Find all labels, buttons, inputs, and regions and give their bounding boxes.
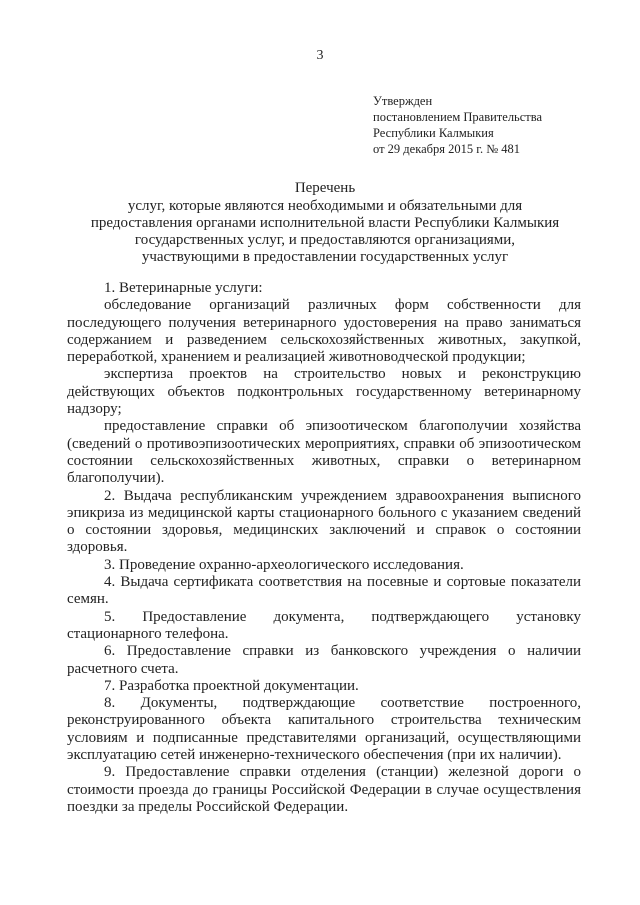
document-title — [90, 180, 560, 266]
paragraph-6: 6. Предоставление справки из банковского учреждения о наличии расчетного счета. — [67, 643, 581, 677]
paragraph-9: 9. Предоставление справки отделения (станции) железной дороги о стоимости проезда до границы Российской Федерации в случае осуществления поездки за пределы Российской Федерации. — [67, 764, 581, 815]
paragraph-1: 1. Ветеринарные услуги: — [104, 280, 263, 296]
paragraph-1c: предоставление справки об эпизоотическом благополучии хозяйства (сведений о противоэпизоотических мероприятиях, справки об эпизоотическом состоянии сельскохозяйственных животных, справки о ветеринарном благополучии). — [67, 418, 581, 487]
approval-line-4: от 29 декабря 2015 г. № 481 — [373, 142, 521, 156]
title-heading: Перечень — [294, 180, 356, 196]
approval-line-1: Утвержден — [373, 94, 433, 108]
paragraph-8: 8. Документы, подтверждающие соответствие построенного, реконструированного объекта капитального строительства техническим условиям и подписанные представителями организаций, осуществляющими эксплуатацию сетей инженерно-технического обеспечения (при их наличии). — [67, 695, 581, 764]
approval-line-2: постановлением Правительства — [373, 110, 543, 124]
page-number: 3 — [316, 48, 324, 63]
approval-line-3: Республики Калмыкия — [373, 126, 494, 140]
paragraph-5: 5. Предоставление документа, подтверждающего установку стационарного телефона. — [67, 608, 581, 642]
document-body — [67, 280, 581, 816]
paragraph-1b: экспертиза проектов на строительство новых и реконструкцию действующих объектов подконтрольных государственному ветеринарному надзору; — [67, 366, 581, 418]
paragraph-2: 2. Выдача республиканским учреждением здравоохранения выписного эпикриза из медицинской карты стационарного больного с указанием сведений о состоянии здоровья, медицинских заключений и справок о состоянии здоровья. — [67, 487, 581, 556]
approval-stamp — [373, 93, 542, 157]
paragraph-1a: обследование организаций различных форм собственности для последующего получения ветеринарного удостоверения на право заниматься содержанием и разведением сельскохозяйственных животных, закупкой, переработкой, хранением и реализацией животноводческой продукции; — [67, 297, 581, 366]
paragraph-7: 7. Разработка проектной документации. — [104, 677, 359, 694]
paragraph-4: 4. Выдача сертификата соответствия на посевные и сортовые показатели семян. — [67, 574, 581, 608]
title-subtitle: услуг, которые являются необходимыми и обязательными для предоставления органами исполнительной власти Республики Калмыкия государственных услуг, и предоставляются организациями, участвующими в предоставлении государственных услуг — [90, 198, 560, 265]
paragraph-3: 3. Проведение охранно-археологического исследования. — [104, 556, 464, 573]
